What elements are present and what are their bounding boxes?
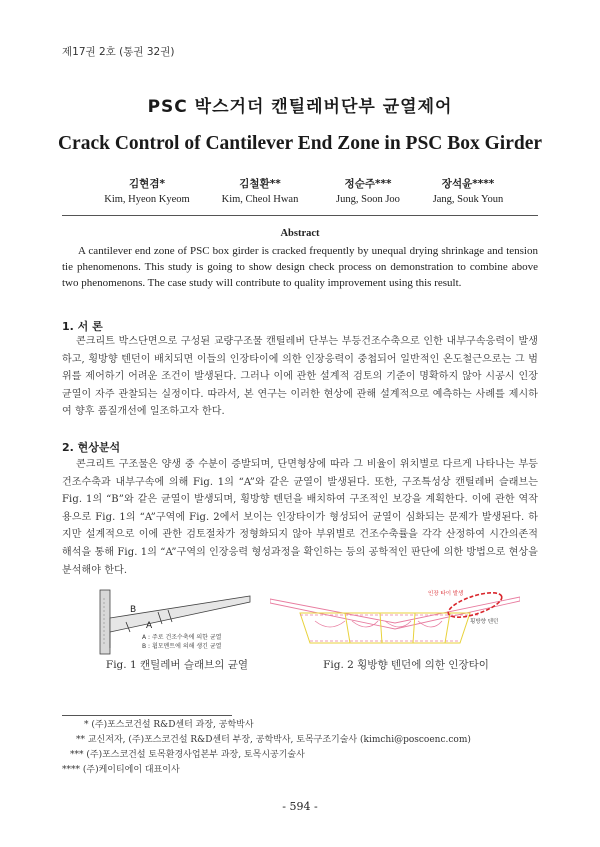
abstract-text: A cantilever end zone of PSC box girder is cracked frequently by unequal drying shrinkage and tension tie phenomenons. This study is going to show design check process on demonstration to combine above two phenomenons. The case study will contribute to quality improvement using this result.: [62, 245, 538, 289]
author-name-korean: 장석윤****: [441, 178, 495, 190]
figure-2: [270, 583, 520, 653]
author-1: [82, 176, 212, 205]
footnote-4: **** (주)케이티에이 대표이사: [62, 765, 180, 775]
fig1-legend-b: B : 휨모멘트에 의해 생긴 균열: [142, 643, 222, 650]
section-2-heading: 2. 현상분석: [62, 441, 121, 454]
author-name-korean: 김철환**: [239, 178, 281, 190]
journal-info: 제17권 2호 (통권 32권): [62, 46, 175, 58]
footnote-3: *** (주)포스코건설 토목환경사업본부 과장, 토목시공기술사: [70, 750, 305, 760]
abstract-heading: Abstract: [280, 228, 320, 239]
footnote-2: ** 교신저자, (주)포스코건설 R&D센터 부장, 공학박사, 토목구조기술사 (kimchi@poscoenc.com): [76, 735, 471, 745]
title-divider: [62, 215, 538, 216]
section-2-text: 콘크리트 구조물은 양생 중 수분이 증발되며, 단면형상에 따라 그 비율이 위치별로 다르게 나타나는 부등건조수축과 내부구속에 의해 Fig. 1의 “A”와 같은 균열이 발생된다. 또한, 구조특성상 캔틸레버 슬래브는 Fig. 1의 “B”와 같은 균열이 발생되며, 횡방향 텐던을 배치하여 구조적인 보강을 계획한다. 이에 관한 역작용으로 Fig. 1의 “A”구역에 Fig. 2에서 보이는 인장타이가 형성되어 균열이 심화되는 문제가 발생된다. 하지만 설계적으로 이에 관한 검토절차가 정형화되지 않아 부위별로 건조수축률을 각각 산정하여 시간의존적 해석을 통해 Fig. 1의 “A”구역의 인장응력 형성과정을 확인하는 등의 공학적인 판단에 의한 방법으로 현상을 분석해야 한다.: [62, 459, 538, 576]
fig2-caption: Fig. 2 횡방향 텐던에 의한 인장타이: [323, 659, 489, 671]
author-name-english: Jung, Soon Joo: [336, 194, 400, 205]
box-girder-tension-tie-diagram: [270, 583, 520, 653]
fig1-label-b: B: [130, 605, 137, 615]
author-4: [403, 176, 533, 205]
fig1-legend: [142, 633, 221, 651]
author-name-english: Jang, Souk Youn: [432, 194, 504, 205]
author-name-korean: 정순주***: [344, 178, 392, 190]
section-1-heading: 1. 서 론: [62, 320, 103, 333]
fig1-label-a: A: [146, 621, 153, 631]
fig2-label-tension-tie: 인장 타이 발생: [428, 591, 464, 597]
page-number: - 594 -: [282, 800, 318, 813]
fig1-caption: Fig. 1 캔틸레버 슬래브의 균열: [105, 659, 249, 671]
footnote-divider: [62, 715, 232, 716]
title-english: Crack Control of Cantilever End Zone in PSC Box Girder: [57, 133, 543, 154]
fig2-label-tendon: 횡방향 텐던: [470, 619, 499, 625]
footnote-1: * (주)포스코건설 R&D센터 과장, 공학박사: [84, 720, 254, 730]
author-name-english: Kim, Hyeon Kyeom: [104, 194, 190, 205]
author-name-english: Kim, Cheol Hwan: [221, 194, 299, 205]
title-korean: PSC 박스거더 캔틸레버단부 균열제어: [147, 97, 453, 117]
author-name-korean: 김현겸*: [129, 178, 165, 190]
section-1-text: 콘크리트 박스단면으로 구성된 교량구조물 캔틸레버 단부는 부등건조수축으로 인한 내부구속응력이 발생하고, 횡방향 텐던이 배치되면 이들의 인장타이에 의한 인장응력이 중첩되어 일반적인 온도철근으로는 그 범위를 제어하기 어려운 조건이 발생된다. 그러나 이에 관한 설계적 검토의 기준이 명확하지 않아 시공시 인장균열이 자주 관찰되는 실정이다. 따라서, 본 연구는 이러한 현상에 관해 설계적으로 예측하는 사례를 제시하여 향후 품질개선에 일조하고자 한다.: [62, 336, 538, 418]
fig1-legend-a: A : 주로 건조수축에 의한 균열: [142, 634, 222, 641]
